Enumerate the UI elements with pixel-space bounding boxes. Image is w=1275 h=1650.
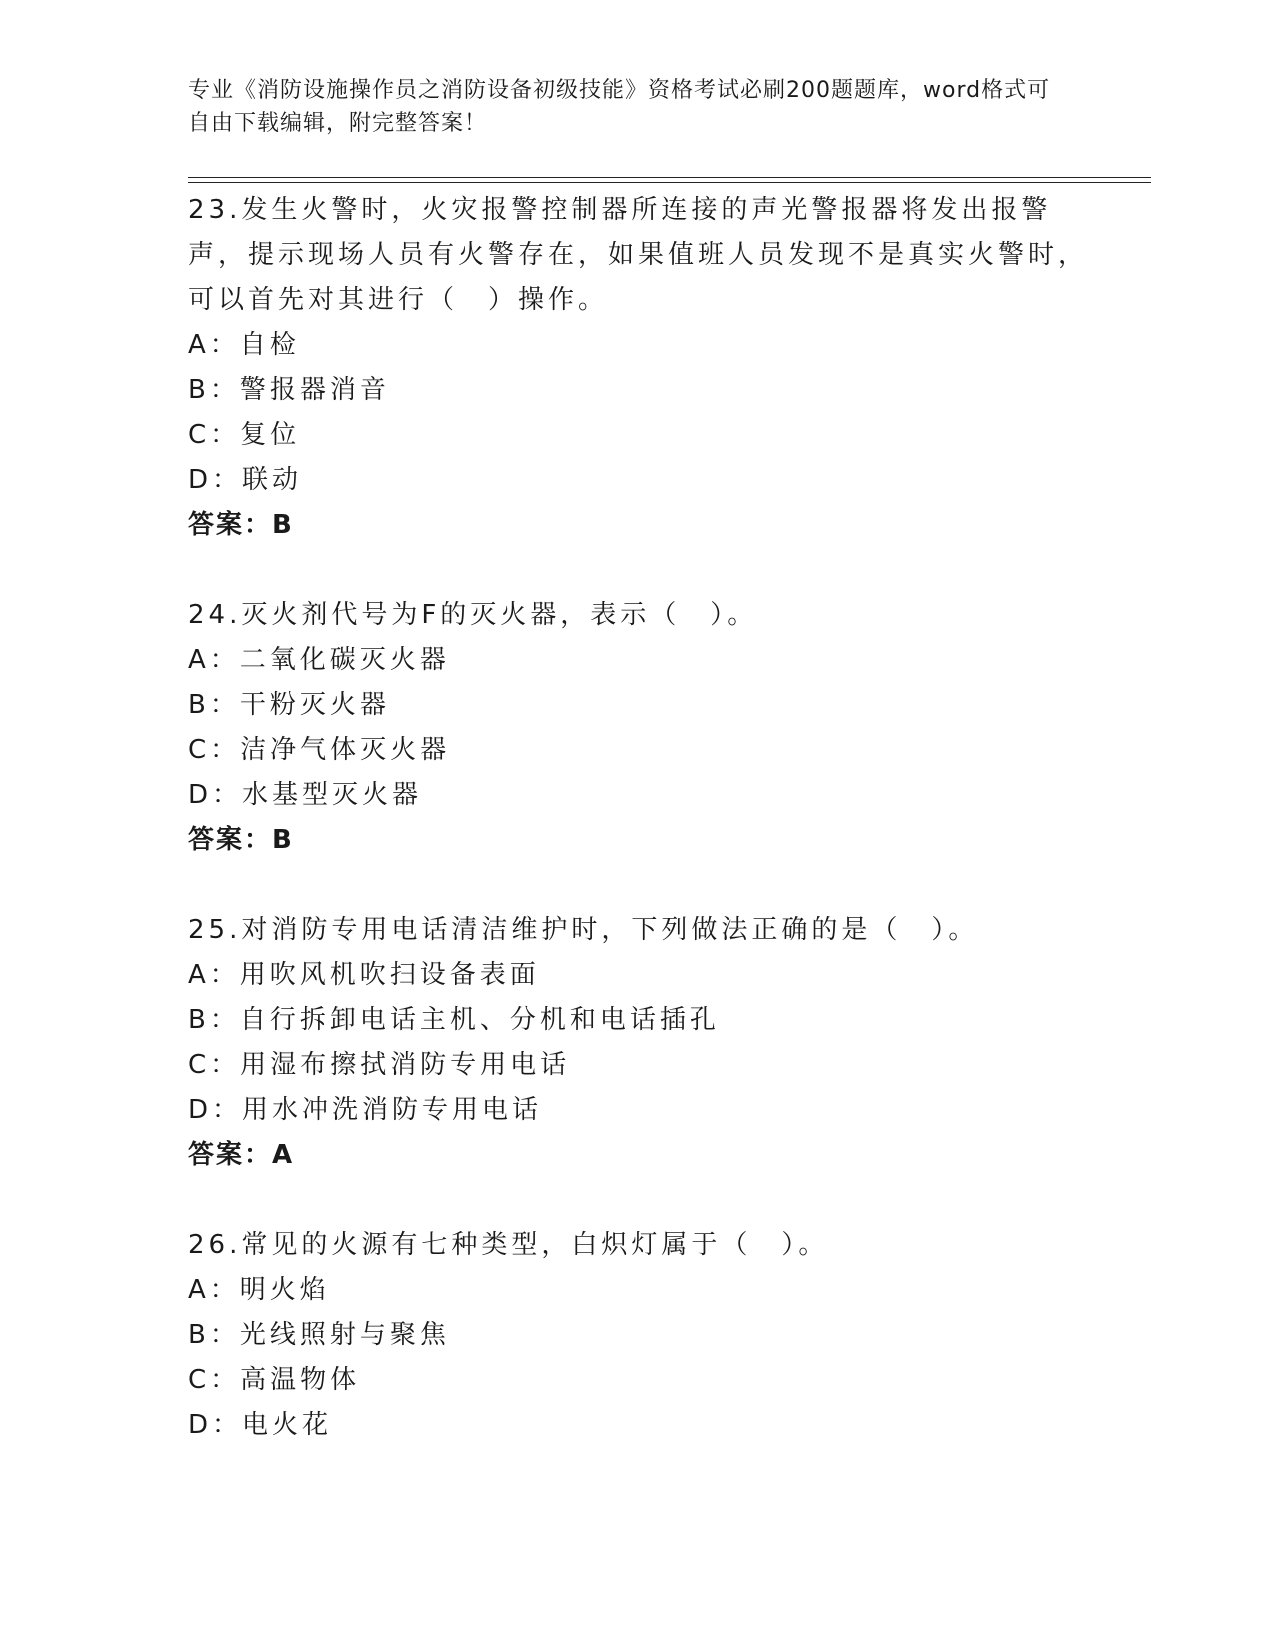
document-header bbox=[188, 74, 1068, 140]
option-d: D：联动 bbox=[188, 465, 303, 495]
option-a: A：二氧化碳灭火器 bbox=[188, 645, 450, 675]
question-stem: 24.灭火剂代号为F的灭火器，表示（ ）。 bbox=[188, 600, 758, 630]
option-d: D：电火花 bbox=[188, 1410, 333, 1440]
option-a: A：自检 bbox=[188, 330, 300, 360]
answer: 答案：B bbox=[188, 825, 294, 855]
option-b: B：自行拆卸电话主机、分机和电话插孔 bbox=[188, 1005, 720, 1035]
question-23 bbox=[188, 188, 1088, 548]
answer: 答案：A bbox=[188, 1140, 295, 1170]
header-text: 专业《消防设施操作员之消防设备初级技能》资格考试必刷200题题库，word格式可自由下载编辑，附完整答案！ bbox=[188, 78, 1051, 136]
header-divider-bottom bbox=[188, 182, 1151, 183]
option-c: C：复位 bbox=[188, 420, 301, 450]
option-a: A：明火焰 bbox=[188, 1275, 330, 1305]
question-25 bbox=[188, 908, 1088, 1178]
question-stem: 23.发生火警时，火灾报警控制器所连接的声光警报器将发出报警声，提示现场人员有火警存在，如果值班人员发现不是真实火警时，可以首先对其进行（ ）操作。 bbox=[188, 195, 1089, 315]
option-c: C：洁净气体灭火器 bbox=[188, 735, 451, 765]
option-d: D：水基型灭火器 bbox=[188, 780, 423, 810]
option-c: C：高温物体 bbox=[188, 1365, 361, 1395]
option-c: C：用湿布擦拭消防专用电话 bbox=[188, 1050, 571, 1080]
option-b: B：干粉灭火器 bbox=[188, 690, 390, 720]
option-b: B：光线照射与聚焦 bbox=[188, 1320, 450, 1350]
question-stem: 26.常见的火源有七种类型，白炽灯属于（ ）。 bbox=[188, 1230, 829, 1260]
option-a: A：用吹风机吹扫设备表面 bbox=[188, 960, 540, 990]
question-stem: 25.对消防专用电话清洁维护时，下列做法正确的是（ ）。 bbox=[188, 915, 979, 945]
header-divider-top bbox=[188, 177, 1151, 178]
question-26 bbox=[188, 1223, 1088, 1448]
option-b: B：警报器消音 bbox=[188, 375, 390, 405]
question-24 bbox=[188, 593, 1088, 863]
question-list bbox=[188, 188, 1088, 1493]
option-d: D：用水冲洗消防专用电话 bbox=[188, 1095, 543, 1125]
answer: 答案：B bbox=[188, 510, 294, 540]
